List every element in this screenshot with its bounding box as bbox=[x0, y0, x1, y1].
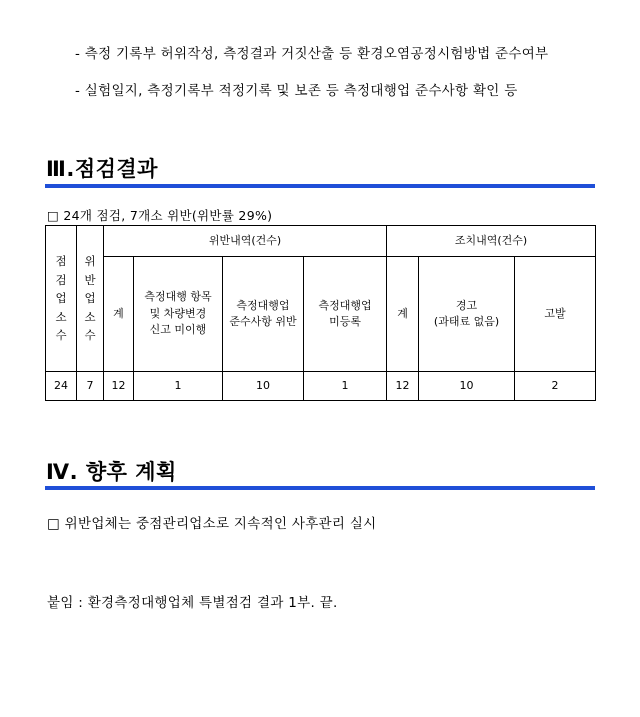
plan-item: □ 위반업체는 중점관리업소로 지속적인 사후관리 실시 bbox=[47, 516, 377, 532]
results-summary: □ 24개 점검, 7개소 위반(위반률 29%) bbox=[47, 208, 273, 223]
section-4-title: Ⅳ. 향후 계획 bbox=[46, 460, 177, 484]
cell-unregistered: 1 bbox=[304, 372, 387, 401]
header-violation-count: 위반업소수 bbox=[77, 226, 104, 372]
header-unregistered: 측정대행업 미등록 bbox=[304, 257, 387, 372]
cell-violated: 7 bbox=[77, 372, 104, 401]
results-table bbox=[45, 225, 596, 401]
cell-compliance: 10 bbox=[223, 372, 304, 401]
header-violation-total: 계 bbox=[104, 257, 134, 372]
cell-accusation: 2 bbox=[515, 372, 596, 401]
section-4-rule bbox=[45, 486, 595, 490]
cell-violation-total: 12 bbox=[104, 372, 134, 401]
header-action-group: 조치내역(건수) bbox=[387, 226, 596, 257]
section-3-rule bbox=[45, 184, 595, 188]
table-row bbox=[46, 372, 596, 401]
header-compliance-violation: 측정대행업 준수사항 위반 bbox=[223, 257, 304, 372]
intro-bullet-2: - 실험일지, 측정기록부 적정기록 및 보존 등 측정대행업 준수사항 확인 등 bbox=[75, 83, 518, 99]
cell-checked: 24 bbox=[46, 372, 77, 401]
header-checked-count: 점검업소수 bbox=[46, 226, 77, 372]
header-warning: 경고 (과태료 없음) bbox=[419, 257, 515, 372]
header-change-unreported: 측정대행 항목 및 차량변경 신고 미이행 bbox=[134, 257, 223, 372]
header-accusation: 고발 bbox=[515, 257, 596, 372]
attachment-note: 붙임 : 환경측정대행업체 특별점검 결과 1부. 끝. bbox=[47, 595, 338, 611]
section-3-title: Ⅲ.점검결과 bbox=[46, 157, 158, 181]
header-action-total: 계 bbox=[387, 257, 419, 372]
cell-action-total: 12 bbox=[387, 372, 419, 401]
intro-bullet-1: - 측정 기록부 허위작성, 측정결과 거짓산출 등 환경오염공정시험방법 준수여부 bbox=[75, 46, 549, 62]
header-violation-group: 위반내역(건수) bbox=[104, 226, 387, 257]
cell-change: 1 bbox=[134, 372, 223, 401]
cell-warning: 10 bbox=[419, 372, 515, 401]
